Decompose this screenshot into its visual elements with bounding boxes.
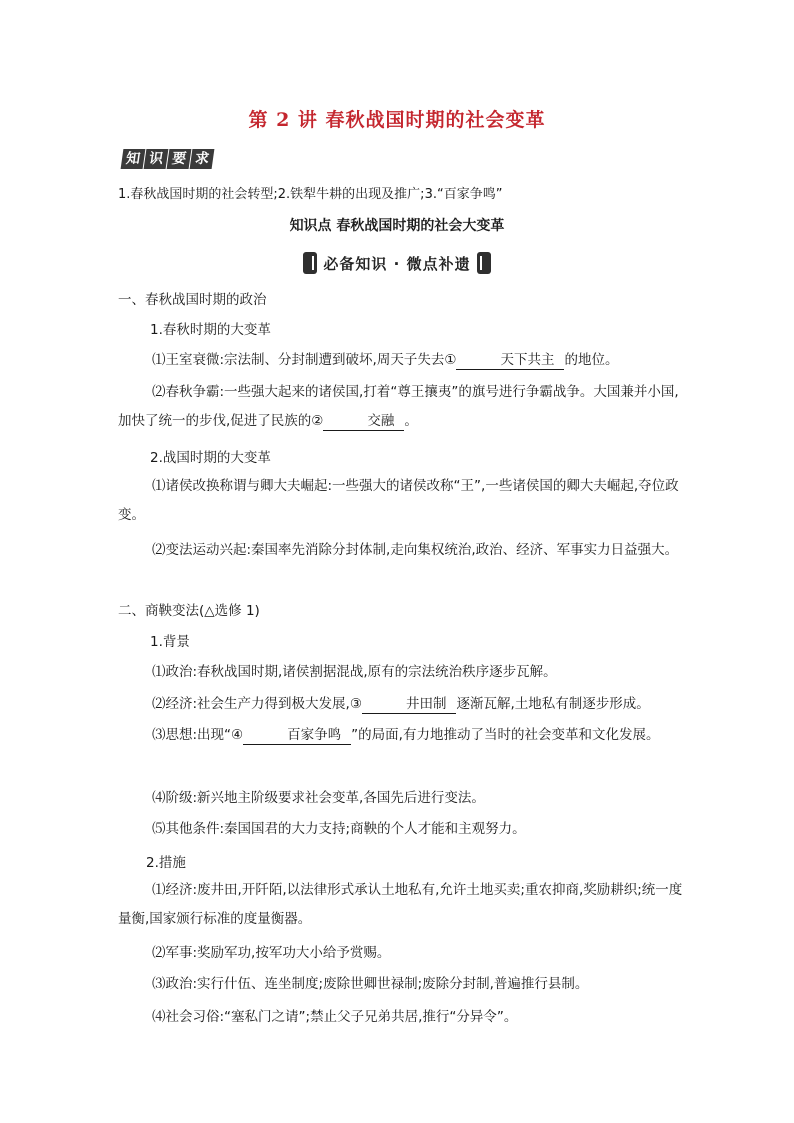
banner-right-cap-icon bbox=[477, 252, 491, 274]
knowledge-point-heading: 知识点 春秋战国时期的社会大变革 bbox=[289, 218, 505, 234]
paragraph-text: ⑵春秋争霸:一些强大起来的诸侯国,打着“尊王攘夷”的旗号进行争霸战争。大国兼并小国,加快了统一的步伐,促进了民族的② bbox=[118, 384, 679, 429]
paragraph bbox=[118, 721, 688, 750]
badge-char: 知 bbox=[121, 149, 146, 169]
page-title: 第 2 讲 春秋战国时期的社会变革 bbox=[248, 109, 546, 131]
paragraph-text: 逐渐瓦解,土地私有制逐步形成。 bbox=[456, 696, 650, 712]
paragraph-text: 的地位。 bbox=[564, 352, 619, 368]
knowledge-requirements-badge bbox=[122, 149, 213, 169]
banner-left-cap-icon bbox=[303, 252, 317, 274]
requirements-text: 1.春秋战国时期的社会转型;2.铁犁牛耕的出现及推广;3.“百家争鸣” bbox=[118, 187, 503, 202]
banner-text: 必备知识 · 微点补遗 bbox=[323, 254, 471, 273]
paragraph: ⑵军事:奖励军功,按军功大小给予赏赐。 bbox=[152, 945, 391, 961]
paragraph: ⑶政治:实行什伍、连坐制度;废除世卿世禄制;废除分封制,普遍推行县制。 bbox=[152, 976, 589, 992]
answer-blank: 井田制 bbox=[362, 695, 457, 714]
paragraph-text: 。 bbox=[404, 413, 418, 429]
section-heading-1: 一、春秋战国时期的政治 bbox=[118, 292, 267, 308]
paragraph-text: ⑶思想:出现“④ bbox=[152, 727, 244, 743]
subsection-heading-1-2: 2.战国时期的大变革 bbox=[150, 450, 271, 466]
paragraph: ⑷社会习俗:“塞私门之请”;禁止父子兄弟共居,推行“分异令”。 bbox=[152, 1009, 518, 1025]
paragraph: ⑴经济:废井田,开阡陌,以法律形式承认土地私有,允许土地买卖;重农抑商,奖励耕织;统一度量衡,国家颁行标准的度量衡器。 bbox=[118, 882, 683, 927]
paragraph bbox=[118, 346, 688, 375]
paragraph: ⑸其他条件:秦国国君的大力支持;商鞅的个人才能和主观努力。 bbox=[152, 821, 526, 837]
badge-char: 要 bbox=[167, 149, 192, 169]
paragraph: ⑴诸侯改换称谓与卿大夫崛起:一些强大的诸侯改称“王”,一些诸侯国的卿大夫崛起,夺位政变。 bbox=[118, 478, 679, 523]
paragraph bbox=[118, 378, 688, 436]
answer-blank: 交融 bbox=[323, 412, 404, 431]
section-banner bbox=[0, 252, 794, 274]
paragraph-text: ⑵经济:社会生产力得到极大发展,③ bbox=[152, 696, 362, 712]
answer-blank: 天下共主 bbox=[456, 351, 564, 370]
answer-blank: 百家争鸣 bbox=[243, 726, 351, 745]
subsection-heading-2-2: 2.措施 bbox=[146, 855, 186, 871]
paragraph: ⑷阶级:新兴地主阶级要求社会变革,各国先后进行变法。 bbox=[152, 790, 485, 806]
paragraph: ⑵变法运动兴起:秦国率先消除分封体制,走向集权统治,政治、经济、军事实力日益强大。 bbox=[152, 542, 679, 558]
paragraph bbox=[118, 690, 688, 719]
paragraph-text: ⑴王室衰微:宗法制、分封制遭到破坏,周天子失去① bbox=[152, 352, 457, 368]
subsection-heading-1-1: 1.春秋时期的大变革 bbox=[150, 322, 271, 338]
paragraph-text: ”的局面,有力地推动了当时的社会变革和文化发展。 bbox=[351, 727, 660, 743]
badge-char: 求 bbox=[190, 149, 215, 169]
subsection-heading-2-1: 1.背景 bbox=[150, 634, 190, 650]
paragraph: ⑴政治:春秋战国时期,诸侯割据混战,原有的宗法统治秩序逐步瓦解。 bbox=[152, 664, 557, 680]
badge-char: 识 bbox=[144, 149, 169, 169]
section-heading-2: 二、商鞅变法(△选修 1) bbox=[118, 603, 260, 619]
